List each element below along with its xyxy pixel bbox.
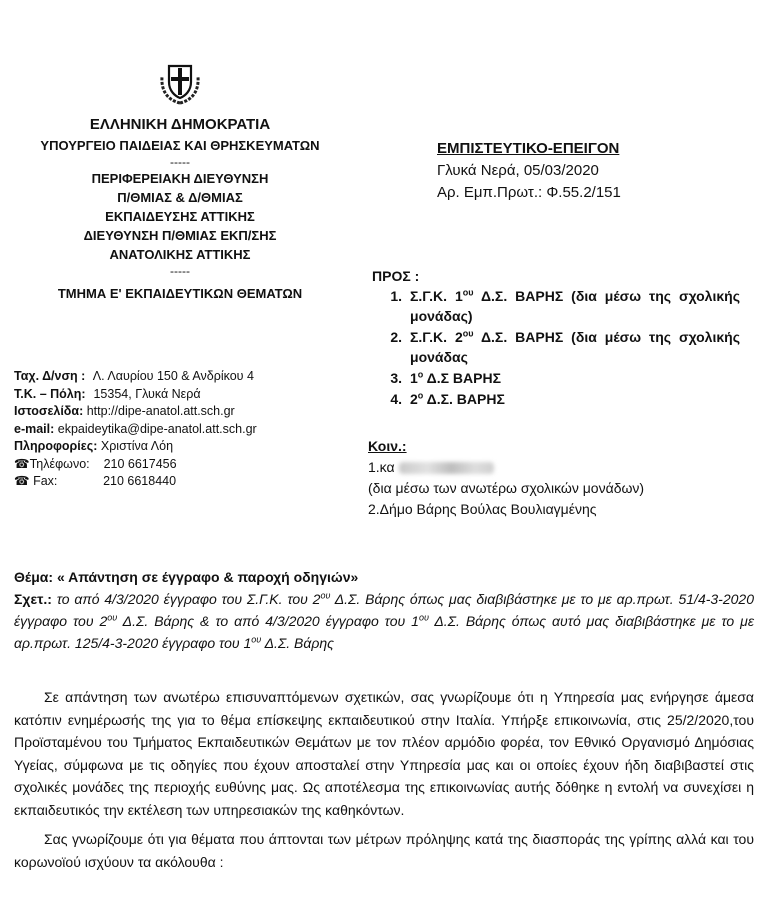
coat-of-arms-emblem <box>157 60 203 106</box>
cc-line: (δια μέσω των ανωτέρω σχολικών μονάδων) <box>368 480 645 496</box>
recipient-number: 3. <box>390 370 402 386</box>
subject-block <box>14 566 754 654</box>
recipient-item <box>372 327 740 367</box>
redacted-name <box>399 462 494 474</box>
address-row: Ταχ. Δ/νση : Λ. Λαυρίου 150 & Ανδρίκου 4 <box>14 369 254 383</box>
recipient-number: 1. <box>390 288 402 304</box>
recipient-number: 4. <box>390 391 402 407</box>
recipient-text: Σ.Γ.Κ. $2^{o\upsilon}$ Δ.Σ. ΒΑΡΗΣ (δια μέσω της σχολικής μονάδας <box>410 328 740 365</box>
dept-line: Π/ΘΜΙΑΣ & Δ/ΘΜΙΑΣ <box>117 190 243 205</box>
recipient-text: $2^o$ Δ.Σ. ΒΑΡΗΣ <box>410 390 505 407</box>
dept-line: ΑΝΑΤΟΛΙΚΗΣ ΑΤΤΙΚΗΣ <box>109 247 251 262</box>
phone-icon: ☎ <box>14 456 30 471</box>
zip-row: Τ.Κ. – Πόλη: 15354, Γλυκά Νερά <box>14 386 201 401</box>
website-link[interactable]: http://dipe-anatol.att.sch.gr <box>86 404 235 418</box>
fax-icon: ☎ <box>14 474 30 488</box>
phone-row: ☎Τηλέφωνο: 210 6617456 <box>14 456 177 471</box>
recipient-item <box>372 389 740 409</box>
classification-label: ΕΜΠΙΣΤΕΥΤΙΚΟ-ΕΠΕΙΓΟΝ <box>437 140 620 157</box>
place-date: Γλυκά Νερά, 05/03/2020 <box>437 162 599 179</box>
recipient-item <box>372 286 740 326</box>
separator: ----- <box>170 155 190 169</box>
recipient-text: $1^o$ Δ.Σ ΒΑΡΗΣ <box>410 369 501 386</box>
separator: ----- <box>170 264 190 278</box>
dept-line: ΠΕΡΙΦΕΡΕΙΑΚΗ ΔΙΕΥΘΥΝΣΗ <box>91 171 269 186</box>
website-row: Ιστοσελίδα: http://dipe-anatol.att.sch.gr <box>14 404 235 418</box>
recipient-item <box>372 368 740 388</box>
country-name: ΕΛΛΗΝΙΚΗ ΔΗΜΟΚΡΑΤΙΑ <box>89 116 271 133</box>
letterhead <box>30 60 330 303</box>
protocol-number: Αρ. Εμπ.Πρωτ.: Φ.55.2/151 <box>437 184 621 201</box>
ministry-name: ΥΠΟΥΡΓΕΙΟ ΠΑΙΔΕΙΑΣ ΚΑΙ ΘΡΗΣΚΕΥΜΑΤΩΝ <box>40 138 320 153</box>
cc-line: 1.κα <box>368 457 758 478</box>
subject-line: Θέμα: « Απάντηση σε έγγραφο & παροχή οδηγιών» <box>14 569 359 585</box>
body-text <box>14 686 754 873</box>
recipients-block <box>372 268 740 410</box>
paragraph: Σε απάντηση των ανωτέρω επισυναπτόμενων σχετικών, σας γνωρίζουμε ότι η Υπηρεσία μας ενήργησε άμεσα κατόπιν ενημέρωσής της για το θέμα επίσκεψης εκπαιδευτικού στην Ιταλία. Υπήρξε επικοινωνία, στις 25/2/2020,του Προϊσταμένου του Τμήματος Εκπαιδευτικών Θεμάτων με τον πλέον αρμόδιο φορέα, τον Εθνικό Οργανισμό Δημόσιας Υγείας, σύμφωνα με τις οδηγίες που έχουν αποσταλεί στην Υπηρεσία μας και οι οποίες έχουν ήδη διαβιβαστεί στις σχολικές μονάδες της περιοχής ευθύνης μας. Ως αποτέλεσμα της επικοινωνίας αυτής δόθηκε η εντολή να συνεχίσει η εκπαιδευτικός την εκτέλεση των υπηρεσιακών της καθηκόντων. <box>14 689 754 818</box>
paragraph: Σας γνωρίζουμε ότι για θέματα που άπτονται των μέτρων πρόληψης κατά της διασποράς της γρίπης αλλά και του κορωνοϊού ισχύουν τα ακόλουθα : <box>14 831 754 870</box>
related-docs: Σχετ.: το από 4/3/2020 έγγραφο του Σ.Γ.Κ. του $2^{o\upsilon}$ Δ.Σ. Βάρης όπως μας διαβιβάστηκε με το με αρ.πρωτ. 51/4-3-2020 έγγραφο του $2^{o\upsilon}$ Δ.Σ. Βάρης & το από 4/3/2020 έγγραφο του $1^{o\upsilon}$ Δ.Σ. Βάρης όπως αυτό μας διαβιβάστηκε με το με αρ.πρωτ. 125/4-3-2020 έγγραφο του $1^{o\upsilon}$ Δ.Σ. Βάρης <box>14 590 754 651</box>
fax-row: ☎ Fax: 210 6618440 <box>14 474 177 488</box>
dept-line: ΕΚΠΑΙΔΕΥΣΗΣ ΑΤΤΙΚΗΣ <box>105 209 255 224</box>
email-row: e-mail: ekpaideytika@dipe-anatol.att.sch.gr <box>14 421 257 436</box>
document-info <box>437 138 757 204</box>
cc-title: Κοιν.: <box>368 438 407 454</box>
dept-line: ΔΙΕΥΘΥΝΣΗ Π/ΘΜΙΑΣ ΕΚΠ/ΣΗΣ <box>83 228 277 243</box>
cc-block <box>368 436 758 520</box>
cc-line: 2.Δήμο Βάρης Βούλας Βουλιαγμένης <box>368 501 597 517</box>
recipient-number: 2. <box>390 329 402 345</box>
recipient-text: Σ.Γ.Κ. $1^{o\upsilon}$ Δ.Σ. ΒΑΡΗΣ (δια μέσω της σχολικής μονάδας) <box>410 287 740 324</box>
section-name: ΤΜΗΜΑ Ε' ΕΚΠΑΙΔΕΥΤΙΚΩΝ ΘΕΜΑΤΩΝ <box>57 286 303 301</box>
contact-block <box>14 368 334 491</box>
recipients-title: ΠΡΟΣ : <box>372 268 420 284</box>
info-row: Πληροφορίες: Χριστίνα Λόη <box>14 439 174 453</box>
email-link[interactable]: ekpaideytika@dipe-anatol.att.sch.gr <box>57 421 257 436</box>
